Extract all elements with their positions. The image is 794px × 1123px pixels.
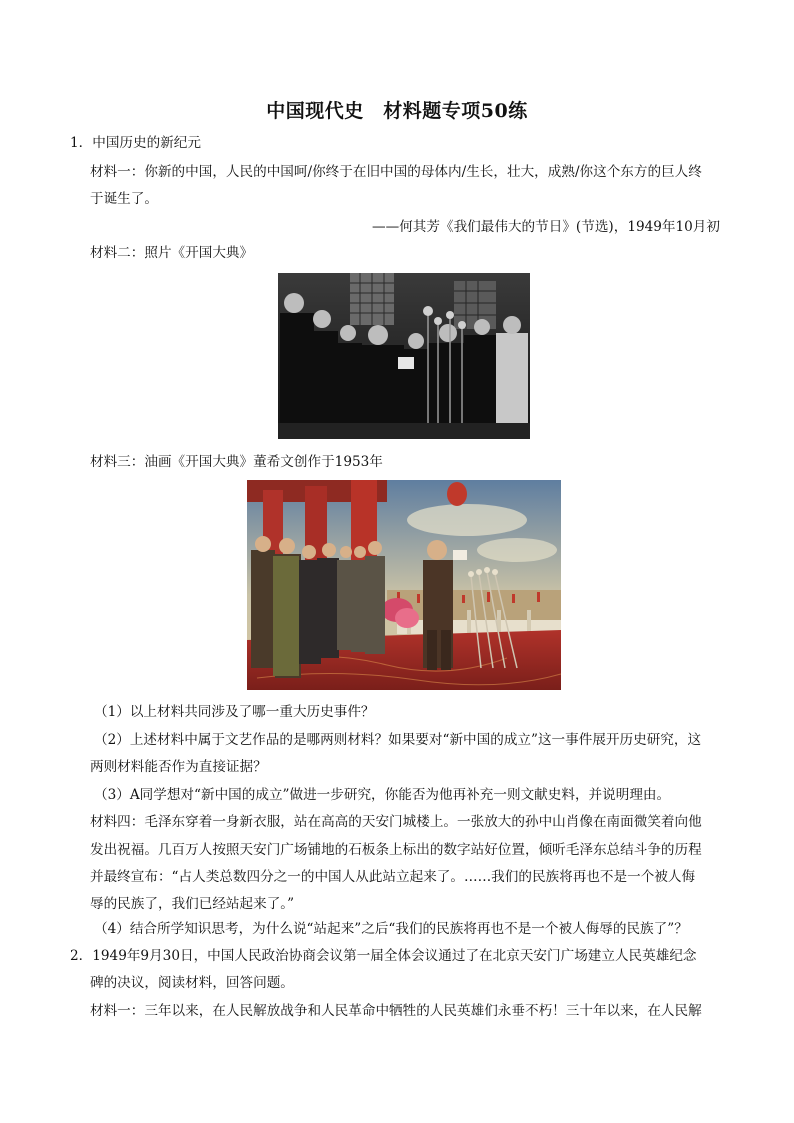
material-4-line-3: 并最终宣布：“占人类总数四分之一的中国人从此站立起来了。……我们的民族将再也不是一个被人侮: [90, 869, 696, 885]
question-2-line-1: 2．1949年9月30日，中国人民政治协商会议第一届全体会议通过了在北京天安门广场建立人民英雄纪念: [70, 948, 697, 964]
sub-question-2-line-1: （2）上述材料中属于文艺作品的是哪两则材料？如果要对“新中国的成立”这一事件展开历史研究，这: [94, 732, 702, 748]
material-1-source: ——何其芳《我们最伟大的节日》(节选)，1949年10月初: [372, 219, 720, 235]
sub-question-2-line-2: 两则材料能否作为直接证据？: [90, 759, 267, 775]
page-title: 中国现代史 材料题专项50练: [266, 100, 528, 122]
sub-question-4: （4）结合所学知识思考，为什么说“站起来”之后“我们的民族将再也不是一个被人侮辱的民族了”？: [94, 921, 688, 937]
material-4-line-1: 材料四：毛泽东穿着一身新衣服，站在高高的天安门城楼上。一张放大的孙中山肖像在南面微笑着向他: [90, 814, 702, 830]
sub-question-3: （3）A同学想对“新中国的成立”做进一步研究，你能否为他再补充一则文献史料，并说明理由。: [94, 787, 671, 803]
sub-question-1: （1）以上材料共同涉及了哪一重大历史事件？: [94, 704, 375, 720]
material-3-label: 材料三：油画《开国大典》董希文创作于1953年: [90, 454, 383, 470]
material-1-line-1: 材料一：你新的中国，人民的中国呵/你终于在旧中国的母体内/生长，壮大，成熟/你这个东方的巨人终: [90, 164, 702, 180]
material-4-line-2: 发出祝福。几百万人按照天安门广场铺地的石板条上标出的数字站好位置，倾听毛泽东总结斗争的历程: [90, 842, 702, 858]
material-2-label: 材料二：照片《开国大典》: [90, 245, 254, 261]
material-1-line-2: 于诞生了。: [90, 191, 158, 207]
material-4-line-4: 辱的民族了，我们已经站起来了。”: [90, 896, 295, 912]
question-2-material-1: 材料一：三年以来，在人民解放战争和人民革命中牺牲的人民英雄们永垂不朽！三十年以来，在人民解: [90, 1003, 702, 1019]
founding-ceremony-photo: [278, 273, 530, 439]
founding-ceremony-painting: [247, 480, 561, 690]
question-2-line-2: 碑的决议，阅读材料，回答问题。: [90, 975, 294, 991]
question-1-heading: 1．中国历史的新纪元: [70, 135, 201, 151]
